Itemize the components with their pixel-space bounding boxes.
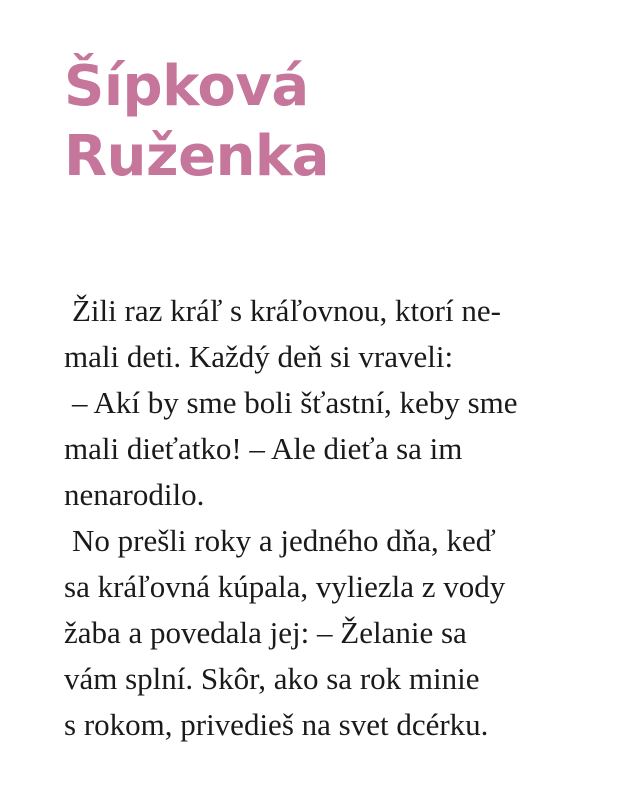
text-line-9: vám splní. Skôr, ako sa rok minie xyxy=(64,661,480,696)
text-line-6: No prešli roky a jedného dňa, keď xyxy=(72,523,496,558)
text-line-5: nenarodilo. xyxy=(64,477,205,512)
text-line-2: mali deti. Každý deň si vraveli: xyxy=(64,339,454,374)
title-line-1: Šípková xyxy=(64,54,309,119)
page-title xyxy=(64,52,329,192)
text-line-10: s rokom, privedieš na svet dcérku. xyxy=(64,707,489,742)
text-line-8: žaba a povedala jej: – Želanie sa xyxy=(64,615,467,650)
story-text xyxy=(64,288,604,748)
text-line-3: – Akí by sme boli šťastní, keby sme xyxy=(72,385,518,420)
text-line-4: mali dieťatko! – Ale dieťa sa im xyxy=(64,431,463,466)
text-line-1: Žili raz kráľ s kráľovnou, ktorí ne- xyxy=(72,293,501,328)
title-line-2: Ruženka xyxy=(64,124,329,189)
text-line-7: sa kráľovná kúpala, vyliezla z vody xyxy=(64,569,506,604)
